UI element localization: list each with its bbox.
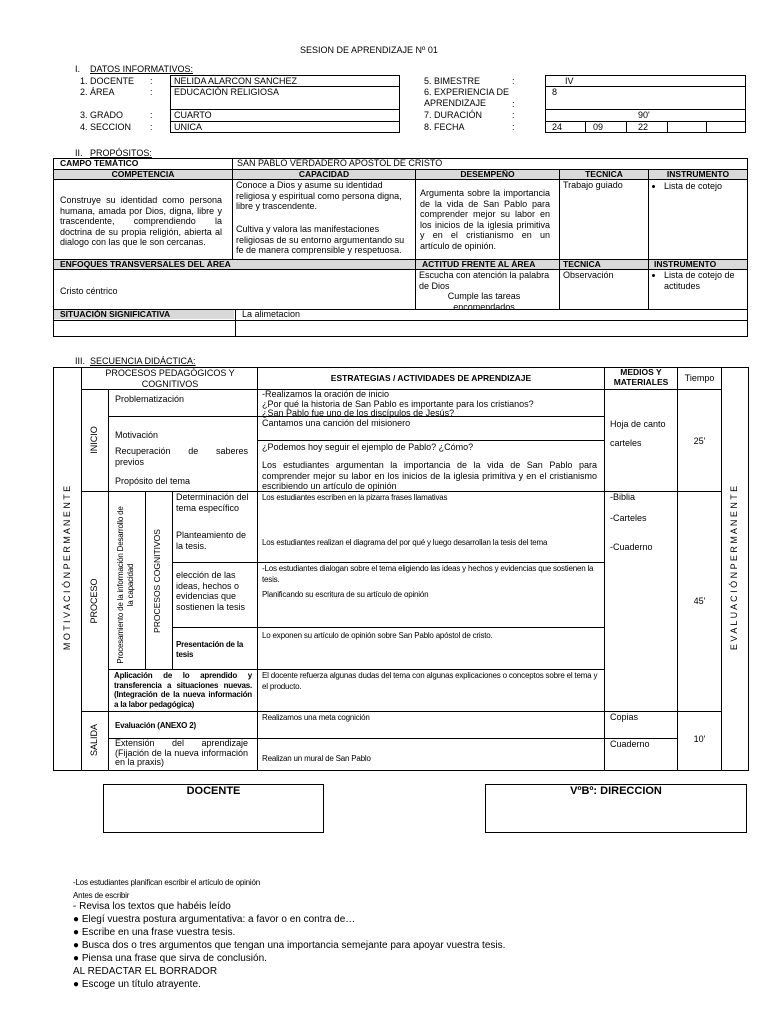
section-number: III. <box>75 356 86 366</box>
salida-act: Realizan un mural de San Pablo <box>262 754 371 763</box>
inicio-act: ¿Por qué la historia de San Pablo es importante para los cristianos? <box>262 399 534 409</box>
phase-inicio: INICIO <box>89 426 99 454</box>
grado-value: CUARTO <box>174 110 212 120</box>
extension: Extensión del aprendizaje (Fijación de la nueva información en la praxis) <box>115 738 248 767</box>
section-heading-datos: DATOS INFORMATIVOS: <box>90 64 194 74</box>
proceso-act: El docente refuerza algunas dudas del tema con algunas explicaciones o conceptos sobre el tema y el producto. <box>262 671 598 691</box>
seccion-label: 4. SECCION <box>80 122 132 132</box>
col-estrategias: ESTRATEGIAS / ACTIVIDADES DE APRENDIZAJE <box>330 373 532 383</box>
direccion-signature-label: VºBº: DIRECCION <box>570 785 662 797</box>
salida-act: Realizamos una meta cognición <box>262 713 370 722</box>
colon: : <box>512 76 515 86</box>
determinacion: Determinación del tema específico <box>176 492 249 513</box>
seccion-value: UNICA <box>174 122 203 132</box>
salida-tiempo: 10' <box>693 734 706 744</box>
colon: : <box>150 110 153 120</box>
evaluacion: Evaluación (ANEXO 2) <box>115 721 196 730</box>
col-competencia: COMPETENCIA <box>111 169 175 179</box>
capacidad-text-2: Cultiva y valora las manifestaciones religiosas de su entorno argumentando su fe de manera comprensible y respetuosa. <box>236 224 405 255</box>
aplicacion: Aplicación de lo aprendido y transferencia a situaciones nuevas. (Integración de la nueva información a la labor pedagógica) <box>114 671 252 709</box>
note-line: Antes de escribir <box>73 891 130 900</box>
enfoque-text: Cristo céntrico <box>60 286 118 296</box>
phase-salida: SALIDA <box>89 724 99 757</box>
tecnica-text: Trabajo guiado <box>563 180 623 190</box>
procesamiento-label: Procesamiento de la información Desarrollo de la capacidad <box>116 506 135 664</box>
col-instrumento: INSTRUMENTO <box>666 169 730 179</box>
area-label: 2. ÁREA <box>80 87 115 97</box>
proceso-medios: -Carteles <box>610 513 647 523</box>
docente-label: 1. DOCENTE <box>80 76 135 86</box>
procesos-cognitivos-label: PROCESOS COGNITIVOS <box>152 529 162 633</box>
proceso-act: Planificando su escritura de su artículo de opinión <box>262 590 429 599</box>
section-heading-secuencia: SECUENCIA DIDÁCTICA: <box>90 356 196 366</box>
motivacion-permanente-label: M O T I V A C I Ó N P E R M A N E N T E <box>62 485 72 651</box>
problematizacion: Problematización <box>115 394 185 404</box>
proceso-act: Los estudiantes escriben en la pizarra frases llamativas <box>262 493 448 502</box>
actitud-text-1: Escucha con atención la palabra de Dios <box>419 270 550 291</box>
salida-medios: Cuaderno <box>610 739 650 749</box>
campo-label: CAMPO TEMÁTICO <box>60 158 139 168</box>
inicio-medios: Hoja de canto <box>610 419 666 429</box>
salida-medios: Copias <box>610 712 639 722</box>
note-line: -Los estudiantes planifican escribir el artículo de opinión <box>73 878 260 887</box>
proceso-tiempo: 45' <box>693 596 706 606</box>
eleccion: elección de las ideas, hechos o evidencias que sostienen la tesis <box>176 570 246 612</box>
colon: : <box>512 99 515 109</box>
docente-value: NELIDA ALARCON SANCHEZ <box>174 76 298 86</box>
instrumento2-label: INSTRUMENTO <box>654 259 717 269</box>
situacion-label: SITUACIÓN SIGNIFICATIVA <box>60 309 171 319</box>
recuperacion: Recuperación de saberes previos <box>115 446 248 467</box>
tecnica2-text: Observación <box>563 270 614 280</box>
proceso-medios: -Cuaderno <box>610 542 653 552</box>
fecha-label: 8. FECHA <box>424 122 465 132</box>
presentacion: Presentación de la tesis <box>176 640 244 659</box>
note-line: ● Escoge un título atrayente. <box>73 979 201 990</box>
instrumento-item: • Lista de cotejo <box>652 181 744 192</box>
colon: : <box>150 122 153 132</box>
section-heading-propositos: PROPÓSITOS: <box>90 148 152 158</box>
campo-value: SAN PABLO VERDADERO APOSTOL DE CRISTO <box>237 158 443 168</box>
inicio-act: ¿San Pablo fue uno de los discípulos de Jesús? <box>262 408 455 418</box>
instrumento2-item: • Lista de cotejo de actitudes <box>652 270 745 291</box>
grado-label: 3. GRADO <box>80 110 124 120</box>
motivacion: Motivación <box>115 430 159 440</box>
fecha-month: 09 <box>593 122 604 132</box>
note-line: ● Escribe en una frase vuestra tesis. <box>73 927 236 938</box>
section-number: II. <box>75 148 83 158</box>
planteamiento: Planteamiento de la tesis. <box>176 530 247 551</box>
bimestre-value: IV <box>565 76 574 86</box>
situacion-value: La alimetacion <box>242 309 301 319</box>
colon: : <box>150 87 153 97</box>
experiencia-label-2: APRENDIZAJE <box>424 98 487 108</box>
col-procesos: PROCESOS PEDAGÓGICOS Y COGNITIVOS <box>105 368 235 389</box>
inicio-medios: carteles <box>610 438 642 448</box>
note-line: ● Busca dos o tres argumentos que tengan una importancia semejante para apoyar vuestra tesis. <box>73 940 506 951</box>
experiencia-value: 8 <box>552 87 558 97</box>
note-line: ● Piensa una frase que sirva de conclusión. <box>73 953 267 964</box>
inicio-act: -Realizamos la oración de inicio <box>262 389 390 399</box>
colon: : <box>512 122 515 132</box>
col-tiempo: Tiempo <box>684 373 715 383</box>
actitud-text-2: Cumple las tareas encomendados <box>447 291 521 312</box>
proposito: Propósito del tema <box>115 476 191 486</box>
note-line: AL REDACTAR EL BORRADOR <box>73 966 218 977</box>
note-line: - Revisa los textos que habéis leído <box>73 901 231 912</box>
inicio-act: Los estudiantes argumentan la importancia de la vida de San Pablo para comprender mejor su labor en los inicios de la iglesia primitiva y en el cristianismo escribiendo un artículo de opinión <box>262 460 597 491</box>
col-capacidad: CAPACIDAD <box>298 169 350 179</box>
col-tecnica: TECNICA <box>585 169 623 179</box>
phase-proceso: PROCESO <box>89 578 99 624</box>
note-line: ● Elegí vuestra postura argumentativa: a favor o en contra de… <box>73 914 356 925</box>
evaluacion-permanente-label: E V A L U A C I Ó N P E R M A N E N T E <box>729 485 739 651</box>
proceso-act: Lo exponen su artículo de opinión sobre San Pablo apóstol de cristo. <box>262 631 493 640</box>
duracion-value: 90' <box>638 110 650 120</box>
col-medios: MEDIOS Y MATERIALES <box>613 367 669 387</box>
fecha-year: 22 <box>638 122 649 132</box>
colon: : <box>150 76 153 86</box>
experiencia-label: 6. EXPERIENCIA DE <box>424 87 510 97</box>
capacidad-text-1: Conoce a Dios y asume su identidad religiosa y espiritual como persona digna, libre y trascendente. <box>236 180 402 211</box>
competencia-text: Construye su identidad como persona humana, amada por Dios, digna, libre y trascendente, comprendiendo la doctrina de su propia religión, abierta al dialogo con las que le son cercanas. <box>60 195 222 247</box>
proceso-act: Los estudiantes realizan el diagrama del por qué y luego desarrollan la tesis del tema <box>262 538 548 547</box>
enfoques-label: ENFOQUES TRANSVERSALES DEL ÁREA <box>60 259 231 269</box>
proceso-medios: -Biblia <box>610 492 636 502</box>
inicio-act: Cantamos una canción del misionero <box>262 418 411 428</box>
inicio-tiempo: 25' <box>693 436 706 446</box>
area-value: EDUCACIÓN RELIGIOSA <box>174 87 280 97</box>
docente-signature-label: DOCENTE <box>186 785 241 797</box>
tecnica2-label: TECNICA <box>563 259 601 269</box>
bimestre-label: 5. BIMESTRE <box>424 76 481 86</box>
col-desempeno: DESEMPEÑO <box>460 169 515 179</box>
page-title: SESION DE APRENDIZAJE Nº 01 <box>300 45 438 55</box>
desempeno-text: Argumenta sobre la importancia de la vida de San Pablo para comprender mejor su labor en los inicios de la iglesia primitiva y en el cristianismo en un artículo de opinión. <box>420 188 550 251</box>
section-number: I. <box>75 64 81 74</box>
fecha-day: 24 <box>552 122 563 132</box>
colon: : <box>512 110 515 120</box>
inicio-act: ¿Podemos hoy seguir el ejemplo de Pablo? ¿Cómo? <box>262 442 474 452</box>
actitud-label: ACTITUD FRENTE AL ÁREA <box>422 259 536 269</box>
proceso-act: -Los estudiantes dialogan sobre el tema eligiendo las ideas y hechos y evidencias que sostienen la tesis. <box>262 564 594 584</box>
duracion-label: 7. DURACIÓN <box>424 110 483 120</box>
